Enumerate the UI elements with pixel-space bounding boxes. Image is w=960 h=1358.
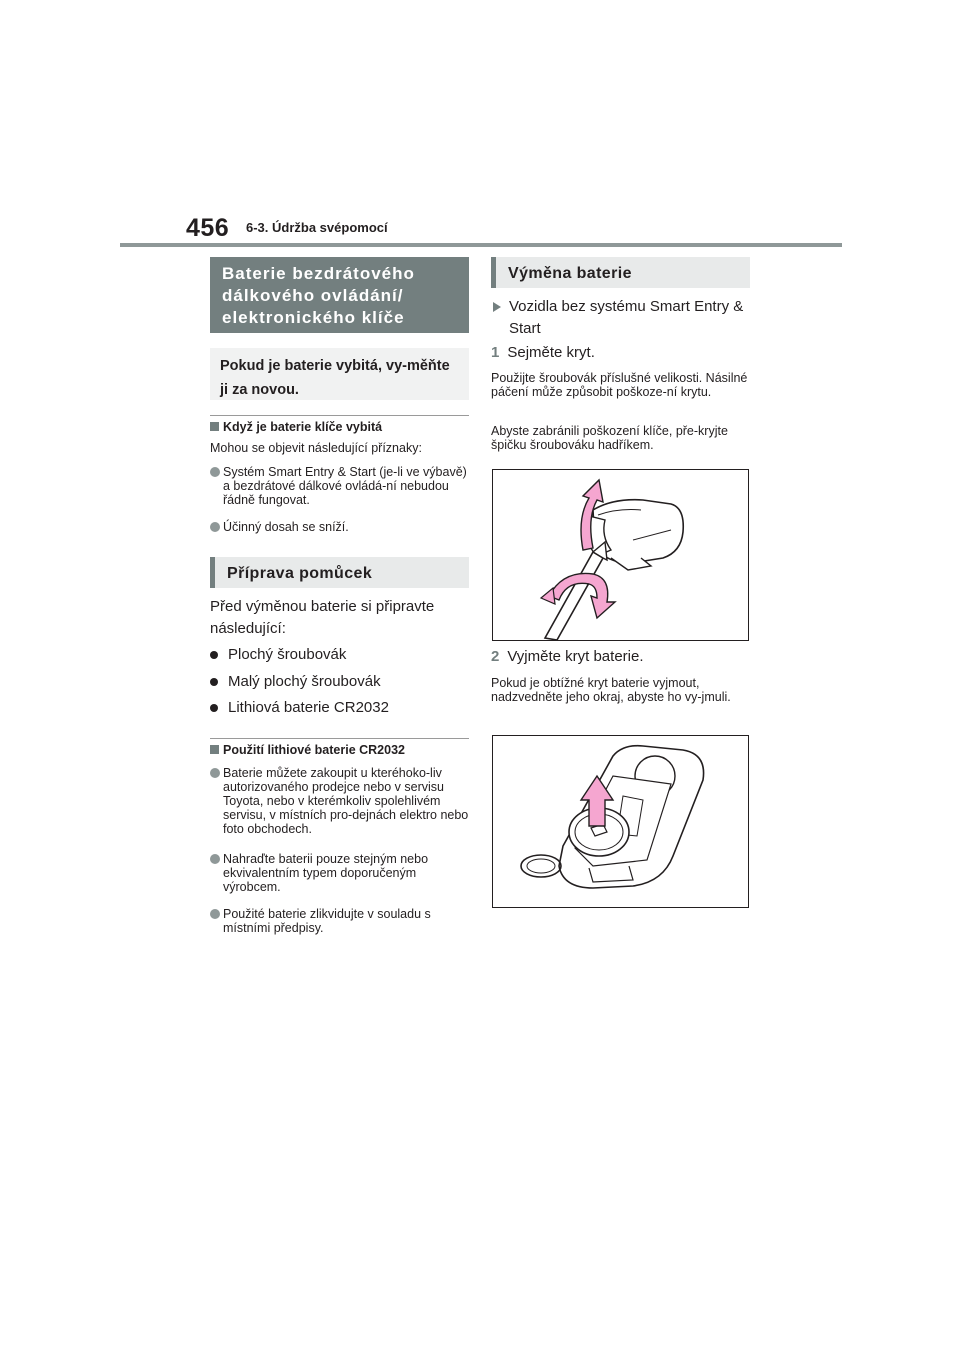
- square-bullet-icon: [210, 745, 219, 754]
- square-bullet-icon: [210, 422, 219, 431]
- list-item: [210, 465, 470, 507]
- figure-remove-cover: [492, 469, 749, 641]
- circle-bullet-icon: [210, 854, 220, 864]
- circle-bullet-icon: [210, 768, 220, 778]
- note-intro: Mohou se objevit následující příznaky:: [210, 441, 422, 455]
- list-item-text: Použité baterie zlikvidujte v souladu s místními předpisy.: [223, 907, 431, 935]
- circle-bullet-icon: [210, 522, 220, 532]
- tools-heading: [210, 557, 469, 588]
- step-2-note: Pokud je obtížné kryt baterie vyjmout, nadzvedněte jeho okraj, abyste ho vy-jmuli.: [491, 676, 731, 704]
- list-item-text: Baterie můžete zakoupit u kteréhoko-liv autorizovaného prodejce nebo v servisu Toyota, nebo v kterémkoliv spolehlivém servisu, v místních pro-dejnách elektro nebo foto obchodech.: [223, 766, 469, 836]
- intro-box-text: Pokud je baterie vybitá, vy-měňte ji za novou.: [220, 358, 450, 398]
- tools-intro: Před výměnou baterie si připravte následující:: [210, 598, 435, 637]
- list-item-text: Účinný dosah se sníží.: [223, 520, 349, 534]
- step-2: [491, 647, 750, 667]
- list-item: [210, 852, 470, 894]
- bullet-icon: [210, 651, 218, 659]
- main-heading: [210, 257, 469, 333]
- list-item: [210, 766, 470, 836]
- step-text: Sejměte kryt.: [507, 344, 595, 361]
- note-title-cr2032: [210, 743, 469, 757]
- triangle-bullet-icon: [493, 302, 501, 312]
- note-title-battery-low: [210, 420, 469, 434]
- list-item-text: Systém Smart Entry & Start (je-li ve výbavě) a bezdrátové dálkové ovládá-ní nebudou řádně fungovat.: [223, 465, 467, 507]
- battery-replacement-heading: [491, 257, 750, 288]
- note-title-text: Když je baterie klíče vybitá: [223, 420, 383, 434]
- list-item: [210, 645, 487, 665]
- main-heading-text: Baterie bezdrátového dálkového ovládání/ elektronického klíče: [222, 264, 415, 327]
- divider: [210, 415, 469, 416]
- step-text: Vyjměte kryt baterie.: [507, 648, 644, 665]
- divider: [210, 738, 469, 739]
- bullet-icon: [210, 678, 218, 686]
- note-title-text: Použití lithiové baterie CR2032: [223, 743, 405, 757]
- figure-remove-battery-cover: [492, 735, 749, 908]
- header-rule: [120, 243, 842, 247]
- page-number: 456: [186, 214, 230, 242]
- list-item-text: Nahraďte baterii pouze stejným nebo ekvivalentním typem doporučeným výrobcem.: [223, 852, 429, 894]
- circle-bullet-icon: [210, 909, 220, 919]
- step-1-note: Abyste zabránili poškození klíče, pře-kryjte špičku šroubováku hadříkem.: [491, 424, 728, 452]
- key-screwdriver-illustration: [493, 470, 748, 640]
- step-1: [491, 343, 750, 363]
- tool-name: Plochý šroubovák: [228, 646, 347, 663]
- vehicle-type: [491, 296, 768, 340]
- bullet-icon: [210, 704, 218, 712]
- vehicle-type-text: Vozidla bez systému Smart Entry & Start: [509, 298, 744, 337]
- key-battery-illustration: [493, 736, 748, 907]
- tools-heading-text: Příprava pomůcek: [227, 565, 373, 582]
- list-item: [210, 698, 487, 718]
- tool-name: Malý plochý šroubovák: [228, 673, 381, 690]
- step-number: 2: [491, 648, 500, 665]
- list-item: [210, 907, 470, 935]
- list-item: [210, 520, 470, 534]
- tool-name: Lithiová baterie CR2032: [228, 699, 389, 716]
- intro-box: [210, 348, 469, 400]
- list-item: [210, 672, 487, 692]
- circle-bullet-icon: [210, 467, 220, 477]
- step-1-note: Použijte šroubovák příslušné velikosti. Násilné páčení může způsobit poškoze-ní krytu.: [491, 371, 748, 399]
- section-title: 6-3. Údržba svépomocí: [246, 220, 388, 235]
- battery-replacement-heading-text: Výměna baterie: [508, 265, 632, 282]
- step-number: 1: [491, 344, 500, 361]
